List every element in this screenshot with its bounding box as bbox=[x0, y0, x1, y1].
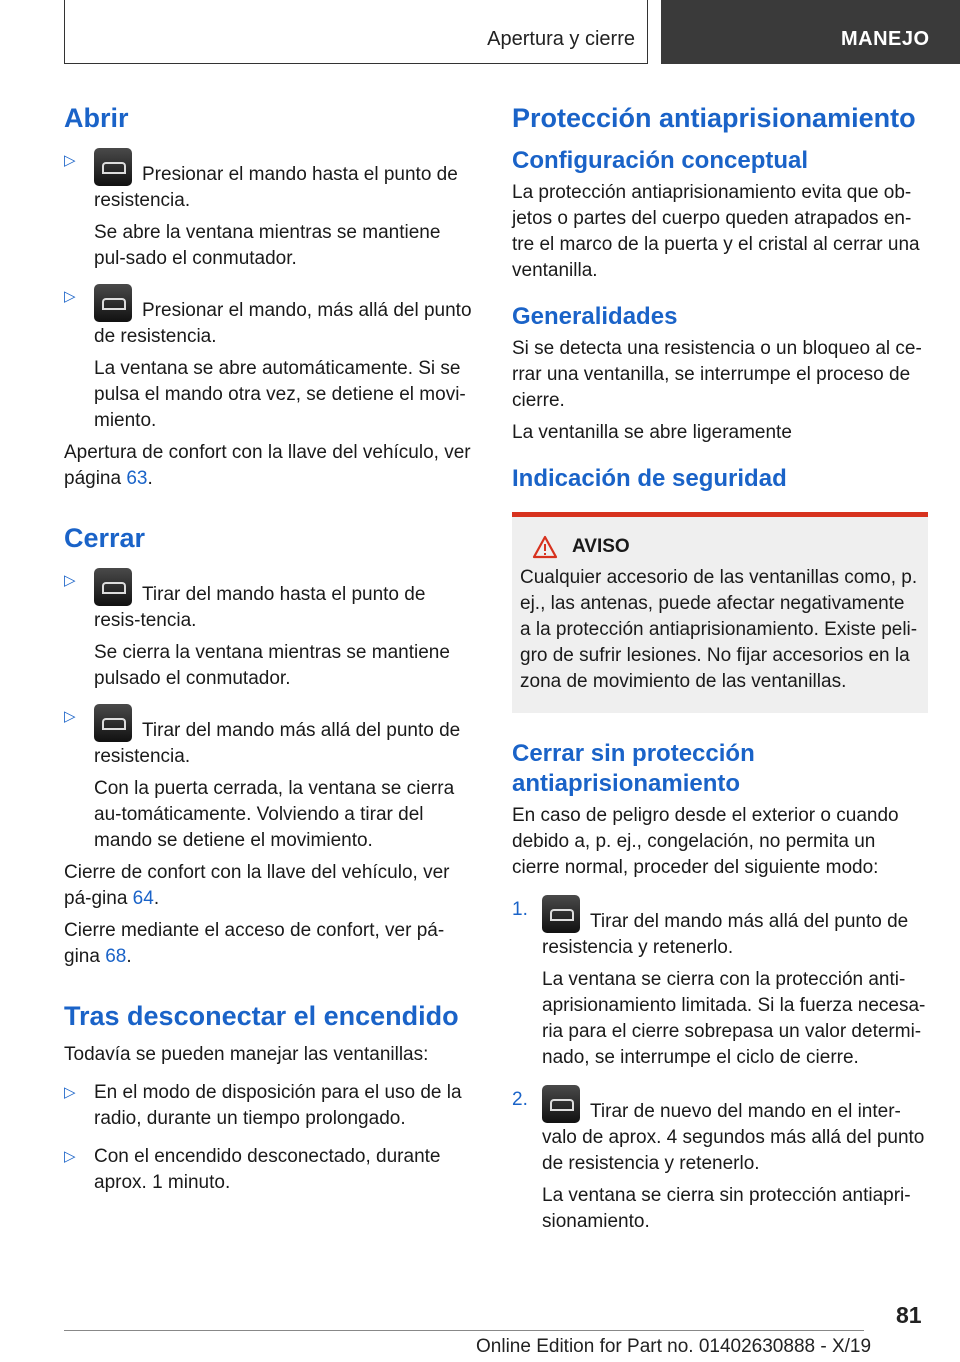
window-switch-icon bbox=[94, 284, 132, 322]
general-text: Si se detecta una resistencia o un bloqueo al ce‐rrar una ventanilla, se interrumpe el proceso de cierre. bbox=[512, 338, 922, 411]
list-item bbox=[64, 284, 476, 434]
list-item bbox=[64, 568, 476, 692]
header-chapter-title: MANEJO bbox=[841, 28, 930, 50]
list-item bbox=[64, 1144, 476, 1196]
page-link-64[interactable]: 64 bbox=[132, 888, 154, 909]
page-number: 81 bbox=[896, 1302, 922, 1328]
heading-indicacion-seguridad: Indicación de seguridad bbox=[512, 465, 787, 492]
window-switch-icon bbox=[94, 568, 132, 606]
config-text: La protección antiaprisionamiento evita que ob‐jetos o partes del cuerpo queden atrapados en‐tre el marco de la puerta y el cristal al cerrar una ventanilla. bbox=[512, 182, 920, 281]
heading-tras-desconectar: Tras desconectar el encendido bbox=[64, 1001, 459, 1031]
bullet-triangle-icon: ▷ bbox=[64, 708, 76, 725]
cerrar-note-1: Cierre de confort con la llave del vehículo, ver pá‐gina 64. bbox=[64, 862, 450, 909]
step-text: Tirar de nuevo del mando en el inter‐valo de aprox. 4 segundos más allá del punto de resistencia y retenerlo. bbox=[542, 1101, 925, 1174]
bullet-triangle-icon: ▷ bbox=[64, 1084, 76, 1101]
footer-edition: Online Edition for Part no. 01402630888 - X/19 bbox=[476, 1336, 872, 1357]
step-detail: La ventana se cierra con la protección anti‐aprisionamiento limitada. Si la fuerza necesa‐ria para el cierre sobrepasa un valor determi‐nado, se interrumpe el ciclo de cierre. bbox=[542, 969, 926, 1068]
step-text: Tirar del mando más allá del punto de resistencia y retenerlo. bbox=[542, 911, 909, 958]
page-link-68[interactable]: 68 bbox=[105, 946, 127, 967]
right-column bbox=[512, 100, 928, 1241]
item-text: Con el encendido desconectado, durante aprox. 1 minuto. bbox=[94, 1146, 441, 1193]
nosafe-intro: En caso de peligro desde el exterior o cuando debido a, p. ej., congelación, no permita un cierre normal, proceder del siguiente modo: bbox=[512, 805, 899, 878]
heading-proteccion: Protección antiaprisionamiento bbox=[512, 103, 916, 133]
list-item bbox=[64, 148, 476, 272]
window-switch-icon bbox=[94, 148, 132, 186]
footer-divider bbox=[64, 1330, 864, 1331]
warning-box bbox=[512, 517, 928, 713]
abrir-note: Apertura de confort con la llave del vehículo, ver página 63. bbox=[64, 442, 471, 489]
step-number: 1. bbox=[512, 899, 528, 920]
bullet-triangle-icon: ▷ bbox=[64, 152, 76, 169]
header-section-tab bbox=[64, 0, 648, 64]
list-item bbox=[512, 895, 928, 1071]
item-detail: Se cierra la ventana mientras se mantiene pulsado el conmutador. bbox=[94, 642, 450, 689]
list-item bbox=[512, 1085, 928, 1235]
window-switch-icon bbox=[94, 704, 132, 742]
bullet-triangle-icon: ▷ bbox=[64, 1148, 76, 1165]
step-detail: La ventana se cierra sin protección antiapri‐sionamiento. bbox=[542, 1185, 911, 1232]
list-item bbox=[64, 1080, 476, 1132]
window-switch-icon bbox=[542, 1085, 580, 1123]
item-detail: Se abre la ventana mientras se mantiene pul‐sado el conmutador. bbox=[94, 222, 441, 269]
warning-label: AVISO bbox=[572, 536, 630, 557]
cerrar-note-2: Cierre mediante el acceso de confort, ver pá‐gina 68. bbox=[64, 920, 445, 967]
heading-generalidades: Generalidades bbox=[512, 303, 678, 330]
item-text: Tirar del mando hasta el punto de resis‐tencia. bbox=[94, 584, 426, 631]
left-column bbox=[64, 100, 476, 1202]
warning-triangle-icon bbox=[532, 535, 558, 559]
header-chapter-tab bbox=[661, 0, 960, 64]
step-number: 2. bbox=[512, 1089, 528, 1110]
item-detail: La ventana se abre automáticamente. Si se pulsa el mando otra vez, se detiene el movi‐miento. bbox=[94, 358, 466, 431]
heading-configuracion: Configuración conceptual bbox=[512, 147, 809, 174]
window-switch-icon bbox=[542, 895, 580, 933]
item-detail: Con la puerta cerrada, la ventana se cierra au‐tomáticamente. Volviendo a tirar del mando se detiene el movimiento. bbox=[94, 778, 455, 851]
page-link-63[interactable]: 63 bbox=[126, 468, 148, 489]
item-text: En el modo de disposición para el uso de la radio, durante un tiempo prolongado. bbox=[94, 1082, 462, 1129]
tras-intro: Todavía se pueden manejar las ventanillas: bbox=[64, 1044, 429, 1065]
heading-cerrar: Cerrar bbox=[64, 523, 146, 553]
bullet-triangle-icon: ▷ bbox=[64, 288, 76, 305]
list-item bbox=[64, 704, 476, 854]
item-text: Tirar del mando más allá del punto de resistencia. bbox=[94, 720, 461, 767]
heading-cerrar-sin-proteccion: Cerrar sin protección antiaprisionamiento bbox=[512, 740, 755, 797]
header-section-title: Apertura y cierre bbox=[487, 28, 635, 50]
heading-abrir: Abrir bbox=[64, 103, 129, 133]
item-text: Presionar el mando, más allá del punto de resistencia. bbox=[94, 300, 472, 347]
bullet-triangle-icon: ▷ bbox=[64, 572, 76, 589]
warning-text: Cualquier accesorio de las ventanillas como, p. ej., las antenas, puede afectar negativamente a la protección antiaprisionamiento. Existe peli‐gro de sufrir lesiones. No fijar accesorios en la zona de movimiento de las ventanillas. bbox=[520, 567, 918, 692]
item-text: Presionar el mando hasta el punto de resistencia. bbox=[94, 164, 458, 211]
general-text-2: La ventanilla se abre ligeramente bbox=[512, 422, 792, 443]
